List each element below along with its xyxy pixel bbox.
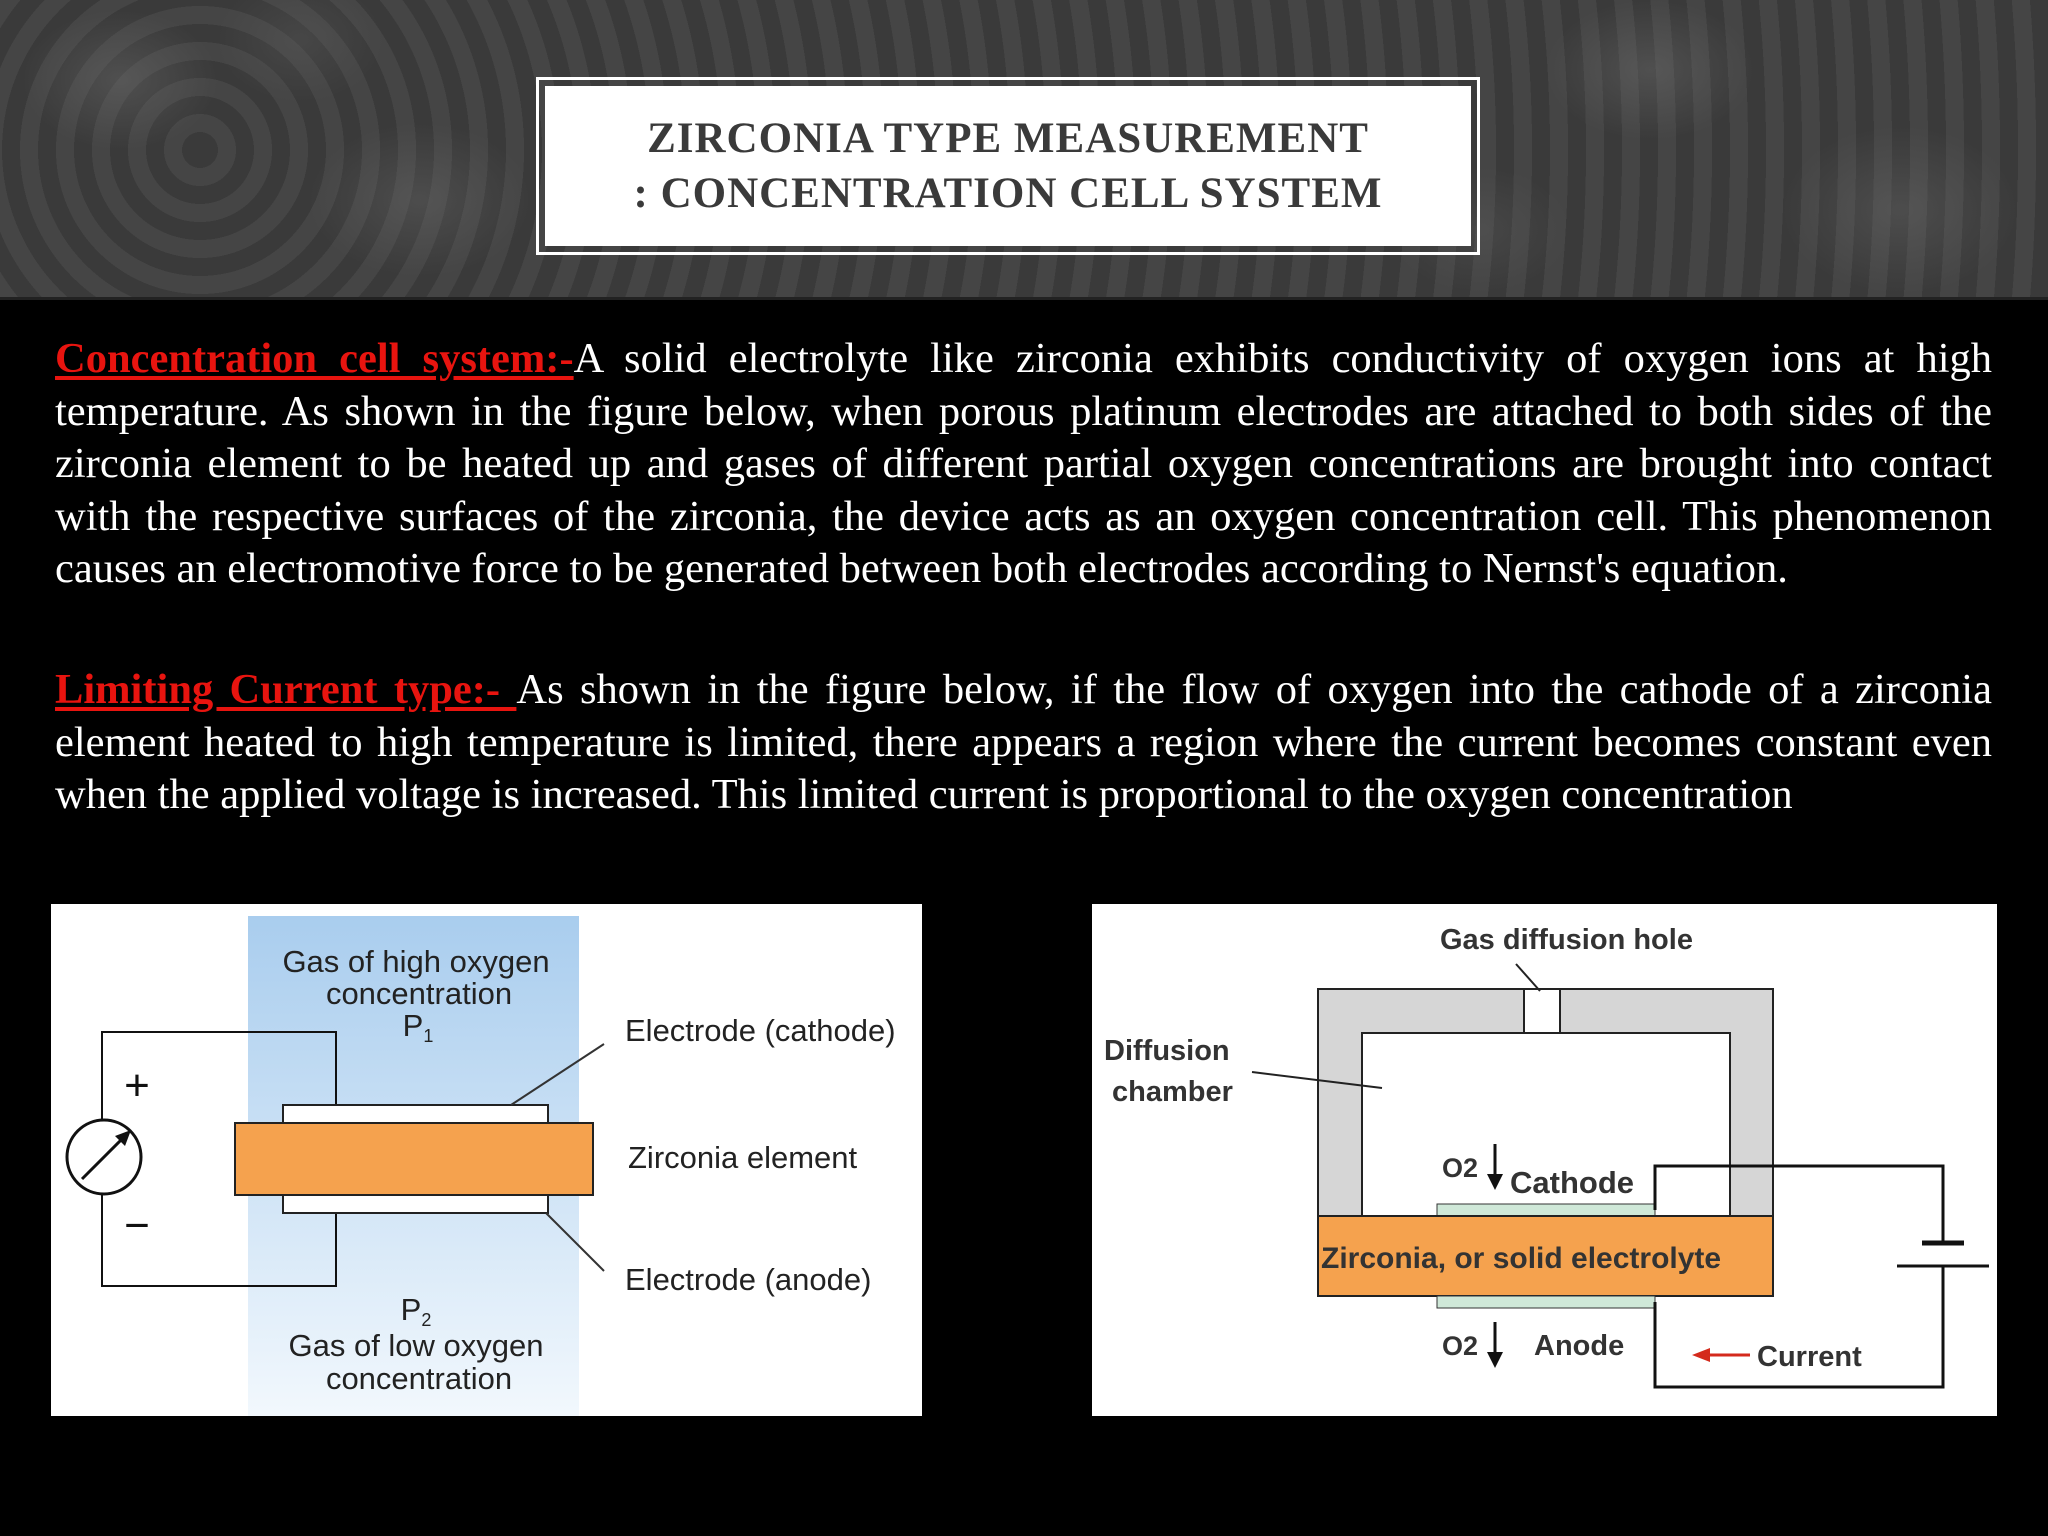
title-box [536,77,1480,255]
paragraph-concentration-cell [55,333,1992,596]
minus-sign: − [124,1201,150,1250]
title-inner [545,86,1471,246]
anode-label: Electrode (anode) [625,1262,872,1297]
plus-sign: + [124,1061,150,1110]
current-arrow-icon [1692,1348,1710,1362]
figure-limiting-current [1092,904,1997,1416]
o2-top-label: O2 [1442,1153,1479,1183]
low-gas-label-1: Gas of low oxygen [288,1328,544,1363]
o2-arrow-bottom-icon [1487,1352,1503,1368]
anode-electrode [1437,1296,1655,1308]
gas-diffusion-hole [1524,989,1560,1033]
low-gas-label-2: concentration [325,1361,513,1396]
p2-label-sub: 2 [421,1310,432,1330]
gas-hole-label: Gas diffusion hole [1440,924,1693,956]
high-gas-label-2: concentration [325,976,513,1011]
anode-label: Anode [1534,1330,1625,1362]
electrode-cathode [283,1105,548,1123]
p1-label-sub: 1 [423,1026,434,1046]
paragraph-limiting-current [55,664,1992,822]
figure-concentration-cell [51,904,922,1416]
page-title-line2: : CONCENTRATION CELL SYSTEM [633,170,1383,217]
page-title-line1: ZIRCONIA TYPE MEASUREMENT [647,115,1369,162]
electrolyte-label: Zirconia, or solid electrolyte [1321,1242,1722,1275]
text-concentration-cell: A solid electrolyte like zirconia exhibits conductivity of oxygen ions at high temperature. As shown in the figure below, when porous platinum electrodes are attached to both sides of the zirconia element to be heated up and gases of different partial oxygen concentrations are brought into contact with the respective surfaces of the zirconia, the device acts as an oxygen concentration cell. This phenomenon causes an electromotive force to be generated between both electrodes according to Nernst's equation. [55,335,1992,592]
cathode-electrode [1437,1204,1655,1216]
zirconia-element [235,1123,593,1195]
high-gas-label-1: Gas of high oxygen [282,944,550,979]
text-limiting-current: As shown in the figure below, if the flow of oxygen into the cathode of a zirconia element heated to high temperature is limited, there appears a region where the current becomes constant even when the applied voltage is increased. This limited current is proportional to the oxygen concentration [55,666,1992,818]
heading-limiting-current: Limiting Current type:- [55,666,517,713]
p2-label-main: P [400,1292,422,1327]
p1-label-main: P [402,1008,424,1043]
chamber-label-1: Diffusion [1104,1035,1230,1067]
cathode-label: Cathode [1510,1165,1634,1200]
header-banner [0,0,2048,300]
zirconia-label: Zirconia element [628,1140,858,1175]
electrode-anode [283,1195,548,1213]
heading-concentration-cell: Concentration cell system:- [55,335,574,382]
current-label: Current [1757,1341,1862,1373]
o2-bottom-label: O2 [1442,1331,1479,1361]
cathode-label: Electrode (cathode) [625,1013,896,1048]
chamber-label-2: chamber [1112,1076,1233,1108]
